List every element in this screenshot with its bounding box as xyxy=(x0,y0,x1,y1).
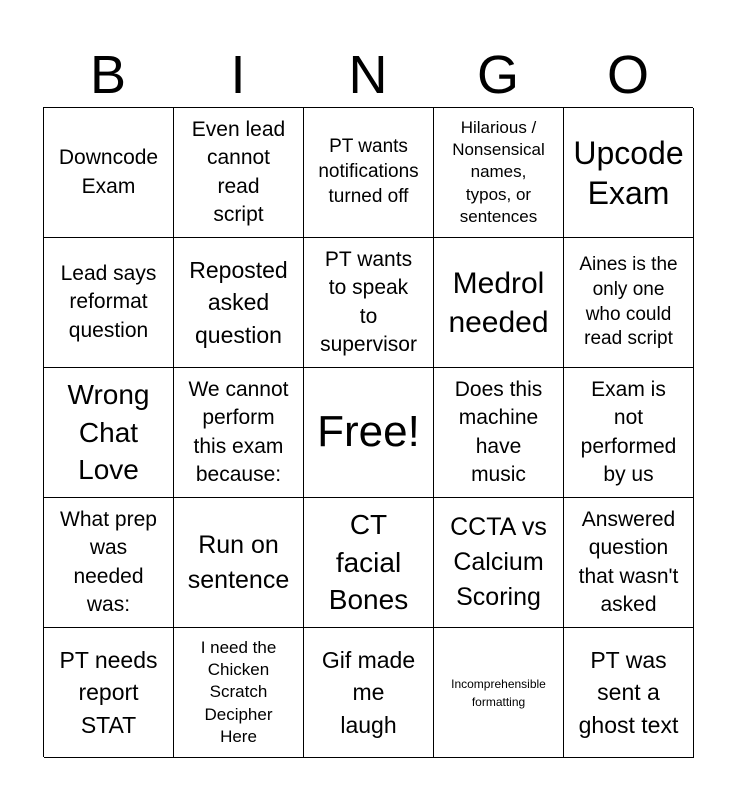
bingo-cell[interactable] xyxy=(304,498,434,628)
bingo-cell[interactable] xyxy=(434,368,564,498)
bingo-cell[interactable] xyxy=(434,238,564,368)
cell-text: CT facial Bones xyxy=(328,508,409,616)
bingo-cell[interactable] xyxy=(44,628,174,758)
bingo-cell[interactable] xyxy=(44,238,174,368)
bingo-cell[interactable] xyxy=(44,108,174,238)
cell-text: Upcode Exam xyxy=(573,134,684,211)
cell-text: Downcode Exam xyxy=(58,146,159,198)
cell-text: PT was sent a ghost text xyxy=(578,647,679,738)
bingo-cell[interactable] xyxy=(174,368,304,498)
cell-text: Answered question that wasn't asked xyxy=(578,507,679,616)
bingo-cell[interactable] xyxy=(564,238,694,368)
cell-text: Aines is the only one who could read script xyxy=(579,254,678,350)
bingo-cell[interactable] xyxy=(564,108,694,238)
cell-text: PT wants to speak to supervisor xyxy=(320,247,417,356)
cell-text: CCTA vs Calcium Scoring xyxy=(450,513,547,611)
free-space-cell[interactable] xyxy=(304,368,434,498)
bingo-cell[interactable] xyxy=(434,628,564,758)
bingo-cell[interactable] xyxy=(304,108,434,238)
cell-text: I need the Chicken Scratch Decipher Here xyxy=(200,638,277,746)
bingo-cell[interactable] xyxy=(564,368,694,498)
bingo-cell[interactable] xyxy=(44,368,174,498)
bingo-cell[interactable] xyxy=(174,108,304,238)
bingo-cell[interactable] xyxy=(304,238,434,368)
bingo-cell[interactable] xyxy=(434,108,564,238)
cell-text: Lead says reformat question xyxy=(60,261,157,342)
header-letter-b: B xyxy=(89,45,127,105)
cell-text: Wrong Chat Love xyxy=(67,378,150,486)
header-letter-i: I xyxy=(230,45,246,105)
bingo-cell[interactable] xyxy=(44,498,174,628)
cell-text: Run on sentence xyxy=(187,530,290,594)
bingo-cell[interactable] xyxy=(174,238,304,368)
cell-text: Does this machine have music xyxy=(454,377,543,486)
cell-text: PT wants notifications turned off xyxy=(318,136,419,207)
cell-text: We cannot perform this exam because: xyxy=(188,377,289,486)
cell-text: Even lead cannot read script xyxy=(191,117,286,226)
bingo-cell[interactable] xyxy=(564,498,694,628)
cell-text: Medrol needed xyxy=(448,266,549,339)
header-letter-n: N xyxy=(348,45,388,105)
cell-text: Exam is not performed by us xyxy=(580,377,677,486)
bingo-header xyxy=(43,42,693,108)
bingo-cell[interactable] xyxy=(564,628,694,758)
header-letter-o: O xyxy=(606,45,649,105)
cell-text: Hilarious / Nonsensical names, typos, or sentences xyxy=(452,118,545,226)
bingo-cell[interactable] xyxy=(174,498,304,628)
cell-text: PT needs report STAT xyxy=(59,647,158,738)
free-space-text: Free! xyxy=(317,407,420,457)
bingo-cell[interactable] xyxy=(174,628,304,758)
header-letter-g: G xyxy=(476,45,519,105)
bingo-cell[interactable] xyxy=(304,628,434,758)
cell-text: What prep was needed was: xyxy=(60,507,157,616)
bingo-board xyxy=(43,107,693,757)
cell-text: Gif made me laugh xyxy=(321,647,416,738)
bingo-cell[interactable] xyxy=(434,498,564,628)
cell-text: Incomprehensible formatting xyxy=(451,676,546,709)
cell-text: Reposted asked question xyxy=(189,257,288,348)
